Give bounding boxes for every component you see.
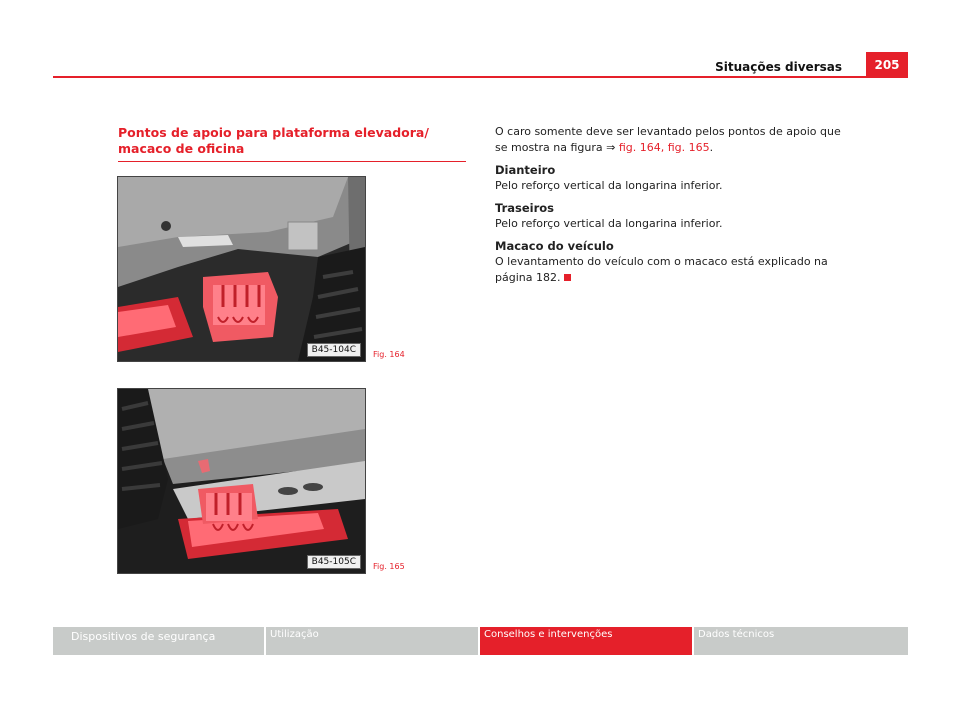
figure-164-illustration xyxy=(118,177,365,361)
front-heading: Dianteiro xyxy=(495,163,556,177)
tab-dispositivos-de-seguranca[interactable]: Dispositivos de segurança xyxy=(53,627,266,655)
figure-165-photo xyxy=(117,388,366,574)
intro-paragraph xyxy=(495,124,855,156)
footer-tabs xyxy=(53,627,908,655)
rear-heading: Traseiros xyxy=(495,201,555,215)
front-text: Pelo reforço vertical da longarina inferior. xyxy=(495,179,723,192)
tab-conselhos-e-intervencoes[interactable]: Conselhos e intervenções xyxy=(480,627,694,655)
figure-165-illustration xyxy=(118,389,365,573)
intro-suffix: . xyxy=(709,141,714,154)
end-square-icon xyxy=(564,274,571,281)
rear-text: Pelo reforço vertical da longarina inferior. xyxy=(495,217,723,230)
header-rule xyxy=(53,76,908,78)
body-text xyxy=(495,124,855,286)
section-title xyxy=(118,125,466,162)
figure-reference-link[interactable]: fig. 164, fig. 165 xyxy=(618,141,710,154)
intro-prefix: O caro somente deve ser levantado pelos pontos de apoio que se mostra na figura xyxy=(495,125,841,154)
jack-heading: Macaco do veículo xyxy=(495,239,614,253)
header-title: Situações diversas xyxy=(715,60,842,74)
figure-164-code: B45-104C xyxy=(307,343,361,357)
jack-paragraph xyxy=(495,254,855,286)
section-title-line2: macaco de oficina xyxy=(118,141,245,156)
figure-164-photo xyxy=(117,176,366,362)
figure-164-caption: Fig. 164 xyxy=(373,350,405,359)
tab-dados-tecnicos[interactable]: Dados técnicos xyxy=(694,627,908,655)
figure-165-caption: Fig. 165 xyxy=(373,562,405,571)
section-title-line1: Pontos de apoio para plataforma elevadora/ xyxy=(118,125,429,140)
jack-text: O levantamento do veículo com o macaco está explicado na página 182. xyxy=(495,255,828,284)
figure-165-code: B45-105C xyxy=(307,555,361,569)
page-number: 205 xyxy=(866,52,908,78)
tab-utilizacao[interactable]: Utilização xyxy=(266,627,480,655)
double-arrow-icon: ⇒ xyxy=(606,141,616,154)
